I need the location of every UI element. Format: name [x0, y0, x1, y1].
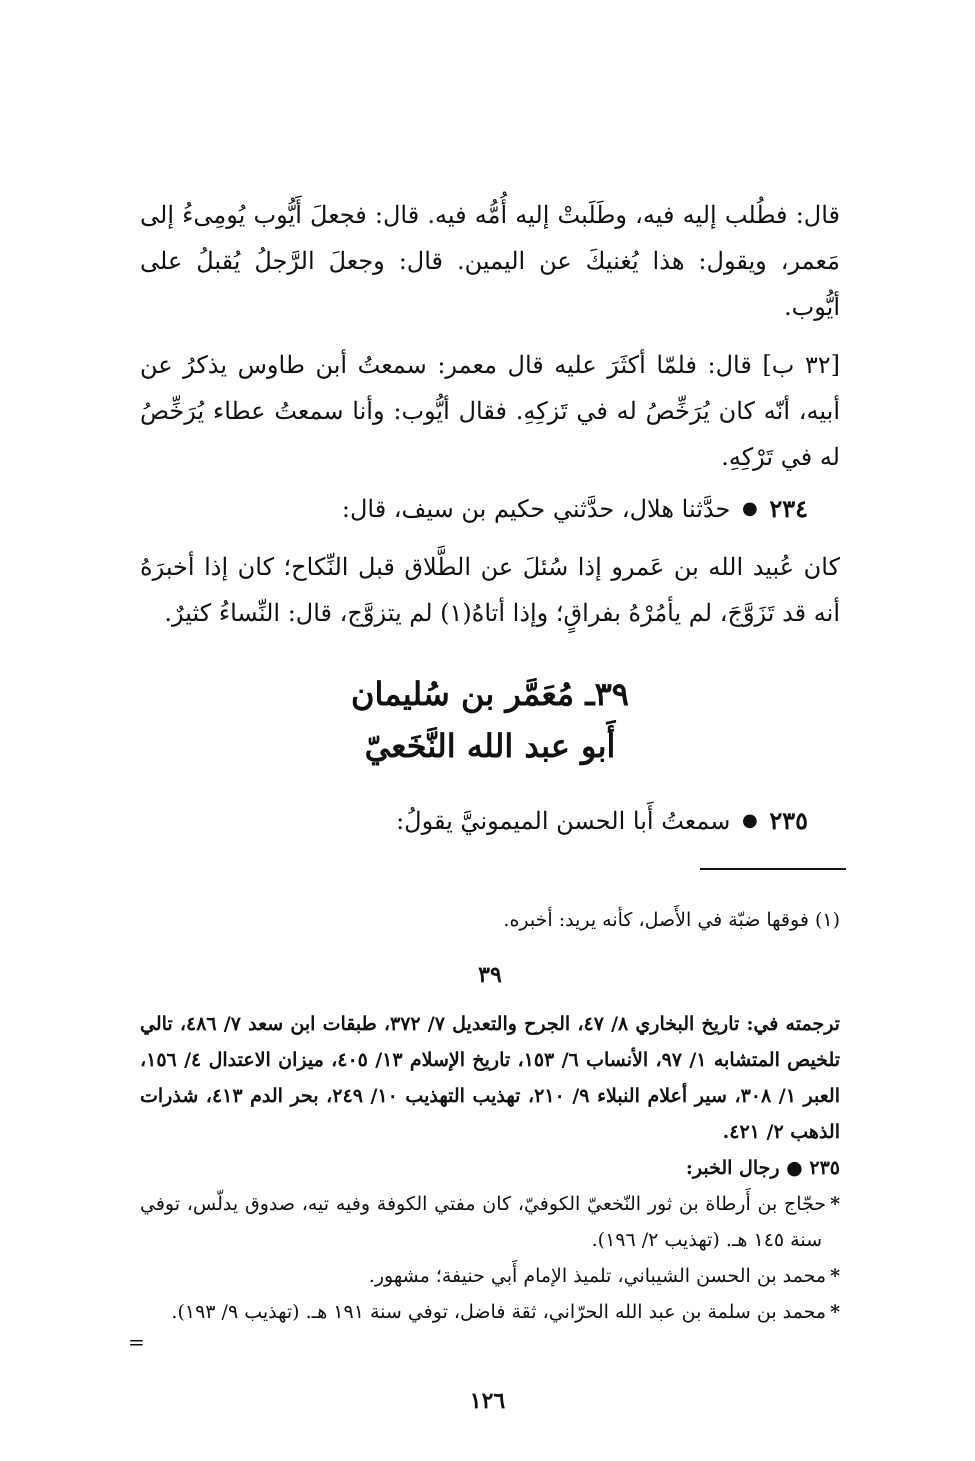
paragraph-1: قال: فطُلب إليه فيه، وطَلَبتْ إليه أُمُّه فيه. قال: فجعلَ أَيُّوب يُومِىءُ إلى مَعمر، ويقول: هذا يُغنيكَ عن اليمين. قال: وجعلَ الرَّجلُ يُقبلُ على أيُّوب. — [140, 201, 840, 321]
footnote-divider — [700, 868, 846, 870]
margin-mark: = — [128, 1330, 145, 1354]
section-number: ٣٩ — [478, 962, 502, 988]
paragraph-3: كان عُبيد الله بن عَمرو إذا سُئلَ عن الطَّلاق قبل النِّكاح؛ كان إذا أخبرَهُ أنه قد تَزَوَّجَ، لم يأمُرْهُ بفراقٍ؛ وإذا أتاهُ(١) لم يتزوَّج، قال: النِّساءُ كثيرٌ. — [140, 553, 840, 627]
chapter-subtitle: أَبو عبد الله النَّخَعيّ — [364, 727, 616, 765]
notes — [140, 1006, 840, 1330]
chapter-heading — [140, 668, 840, 772]
bullet-icon: ● — [741, 810, 758, 831]
item-234-number: ٢٣٤ — [769, 494, 808, 523]
chapter-title: ٣٩ـ مُعَمَّر بن سُليمان — [351, 675, 629, 713]
paragraph-2: [٣٢ ب] قال: فلمّا أكثَرَ عليه قال معمر: سمعتُ أبن طاوس يذكرُ عن أبيه، أنّه كان يُرَخِّصُ له في تَزكِهِ. فقال أيُّوب: وأنا سمعتُ عطاء يُرَخِّصُ له في تَرْكِهِ. — [140, 351, 840, 471]
item-234-text: حدَّثنا هلال، حدَّثني حكيم بن سيف، قال: — [341, 495, 731, 523]
footnote: (١) فوقها ضبّة في الأَصل، كأنه يريد: أخبره. — [503, 909, 840, 931]
narrator-entry: *محمد بن الحسن الشيباني، تلميذ الإمام أَبي حنيفة؛ مشهور. — [368, 1265, 840, 1287]
narrator-entry: *محمد بن سلمة بن عبد الله الحرّاني، ثقة فاضل، توفي سنة ١٩١ هـ. (تهذيب ٩/ ١٩٣). — [171, 1301, 840, 1323]
rijal-label: ٢٣٥ ● رجال الخبر: — [685, 1157, 840, 1179]
page-number: ١٢٦ — [469, 1388, 506, 1414]
bullet-icon: ● — [741, 498, 758, 519]
star-icon: * — [830, 1193, 840, 1215]
item-235-number: ٢٣٥ — [769, 806, 808, 835]
star-icon: * — [830, 1265, 840, 1287]
bio-references: ترجمته في: تاريخ البخاري ٨/ ٤٧، الجرح والتعديل ٧/ ٣٧٢، طبقات ابن سعد ٧/ ٤٨٦، تالي تلخيص المتشابه ١/ ٩٧، الأنساب ٦/ ١٥٣، تاريخ الإسلام ١٣/ ٤٠٥، ميزان الاعتدال ٤/ ١٥٦، العبر ١/ ٣٠٨، سير أعلام النبلاء ٩/ ٢١٠، تهذيب التهذيب ١٠/ ٢٤٩، بحر الدم ٤١٣، شذرات الذهب ٢/ ٤٢١. — [140, 1013, 841, 1143]
main-text — [140, 192, 840, 636]
item-235 — [140, 798, 840, 844]
narrator-entry: *حجّاج بن أَرطاة بن ثور النّخعيّ الكوفيّ، كان مفتي الكوفة وفيه تيه، صدوق يدلّس، توفي سنة ١٤٥ هـ. (تهذيب ٢/ ١٩٦). — [140, 1193, 840, 1251]
star-icon: * — [830, 1301, 840, 1323]
item-234 — [140, 486, 840, 532]
item-235-text: سمعتُ أَبا الحسن الميمونيَّ يقولُ: — [396, 807, 731, 835]
